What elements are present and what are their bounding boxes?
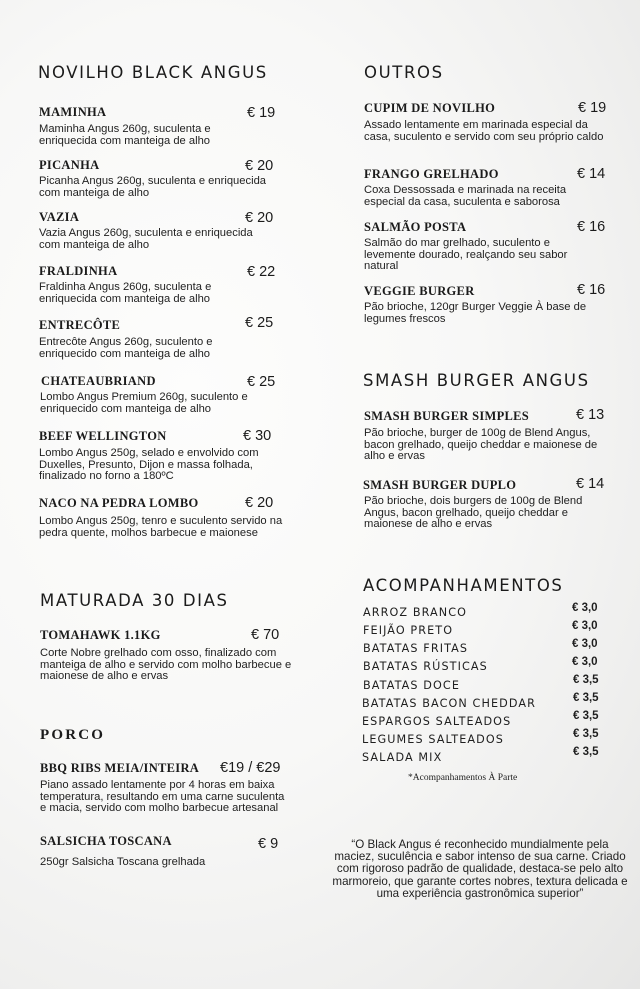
item-desc: Lombo Angus 250g, selado e envolvido com Duxelles, Presunto, Dijon e massa folhada, finalizado no forno a 180ºC <box>39 447 259 483</box>
item-desc: Picanha Angus 260g, suculenta e enriquecida com manteiga de alho <box>39 175 267 199</box>
side-price: € 3,0 <box>572 638 598 650</box>
side-name: BATATAS DOCE <box>363 679 460 692</box>
item-name: MAMINHA <box>39 105 107 119</box>
side-price: € 3,0 <box>572 656 598 668</box>
item-desc: Lombo Angus 250g, tenro e suculento servido na pedra quente, molhos barbecue e maionese <box>39 515 283 539</box>
item-name: TOMAHAWK 1.1KG <box>40 628 161 642</box>
side-name: ESPARGOS SALTEADOS <box>362 715 512 728</box>
section-title-maturada: MATURADA 30 DIAS <box>40 591 229 610</box>
item-price: € 22 <box>247 264 276 280</box>
item-name: VEGGIE BURGER <box>364 284 475 298</box>
item-name: FRANGO GRELHADO <box>364 167 499 181</box>
item-price: € 20 <box>245 495 274 511</box>
item-desc: Maminha Angus 260g, suculenta e enriquecida com manteiga de alho <box>39 123 211 147</box>
item-name: SMASH BURGER SIMPLES <box>364 409 530 423</box>
section-title-smash: SMASH BURGER ANGUS <box>363 371 590 390</box>
item-price: € 25 <box>245 315 274 331</box>
item-price: € 14 <box>577 166 606 182</box>
side-price: € 3,0 <box>572 620 598 632</box>
item-price: € 19 <box>247 105 276 121</box>
side-price: € 3,5 <box>573 674 599 686</box>
side-name: LEGUMES SALTEADOS <box>362 733 504 746</box>
item-desc: Vazia Angus 260g, suculenta e enriquecida com manteiga de alho <box>39 227 253 251</box>
item-desc: Lombo Angus Premium 260g, suculento e enriquecido com manteiga de alho <box>40 391 248 415</box>
side-price: € 3,0 <box>572 602 598 614</box>
item-desc: Fraldinha Angus 260g, suculenta e enriquecida com manteiga de alho <box>39 281 212 305</box>
item-name: NACO NA PEDRA LOMBO <box>39 496 199 510</box>
section-title-novilho: NOVILHO BLACK ANGUS <box>38 63 268 82</box>
section-title-outros: OUTROS <box>364 63 444 82</box>
item-desc: Salmão do mar grelhado, suculento e levemente dourado, realçando seu sabor natural <box>364 237 568 273</box>
side-name: ARROZ BRANCO <box>363 606 468 619</box>
side-name: BATATAS BACON CHEDDAR <box>362 697 537 710</box>
item-desc: Corte Nobre grelhado com osso, finalizado com manteiga de alho e servido com molho barbecue e maionese de alho e ervas <box>40 647 292 683</box>
item-price: € 9 <box>258 836 279 852</box>
item-price: € 13 <box>576 407 605 423</box>
item-price: € 14 <box>576 476 605 492</box>
item-name: CHATEAUBRIAND <box>41 374 156 388</box>
item-desc: Assado lentamente em marinada especial da casa, suculento e servido com seu próprio caldo <box>364 119 604 143</box>
side-price: € 3,5 <box>573 692 599 704</box>
item-name: SALSICHA TOSCANA <box>40 834 172 848</box>
item-desc: Pão brioche, 120gr Burger Veggie À base de legumes frescos <box>364 301 587 325</box>
item-name: SMASH BURGER DUPLO <box>363 478 517 492</box>
section-title-porco: PORCO <box>40 727 106 743</box>
acompanhamentos-note: *Acompanhamentos À Parte <box>408 773 518 783</box>
item-name: PICANHA <box>39 158 100 172</box>
side-name: BATATAS FRITAS <box>363 642 469 655</box>
item-price: € 70 <box>251 627 280 643</box>
item-price: €19 / €29 <box>220 760 281 776</box>
item-price: € 16 <box>577 282 606 298</box>
side-name: FEIJÃO PRETO <box>363 624 454 637</box>
side-price: € 3,5 <box>573 728 599 740</box>
side-name: BATATAS RÚSTICAS <box>363 660 488 673</box>
item-desc: Entrecôte Angus 260g, suculento e enriquecido com manteiga de alho <box>39 336 213 360</box>
item-price: € 25 <box>247 374 276 390</box>
item-name: BEEF WELLINGTON <box>39 429 167 443</box>
side-name: SALADA MIX <box>362 751 443 764</box>
item-price: € 30 <box>243 428 272 444</box>
item-name: SALMÃO POSTA <box>364 220 467 234</box>
item-desc: Coxa Dessossada e marinada na receita especial da casa, suculenta e saborosa <box>364 184 567 208</box>
side-price: € 3,5 <box>573 746 599 758</box>
side-price: € 3,5 <box>573 710 599 722</box>
item-name: ENTRECÔTE <box>39 318 121 332</box>
item-desc: Pão brioche, burger de 100g de Blend Angus, bacon grelhado, queijo cheddar e maionese de alho e ervas <box>364 427 598 463</box>
item-desc: 250gr Salsicha Toscana grelhada <box>40 856 206 868</box>
item-price: € 16 <box>577 219 606 235</box>
item-desc: Pão brioche, dois burgers de 100g de Blend Angus, bacon grelhado, queijo cheddar e maionese de alho e ervas <box>364 495 583 531</box>
section-title-acompanhamentos: ACOMPANHAMENTOS <box>363 576 564 595</box>
item-name: BBQ RIBS MEIA/INTEIRA <box>40 761 200 775</box>
item-name: FRALDINHA <box>39 264 118 278</box>
item-price: € 20 <box>245 210 274 226</box>
item-price: € 19 <box>578 100 607 116</box>
item-price: € 20 <box>245 158 274 174</box>
black-angus-quote: “O Black Angus é reconhecido mundialmente pela maciez, suculência e sabor intenso de sua carne. Criado com rigoroso padrão de qualidade, destaca-se pelo alto marmoreio, que garante cortes nobres, textura delicada e uma experiência gastronômica superior” <box>332 838 628 900</box>
item-name: VAZIA <box>39 210 80 224</box>
item-desc: Piano assado lentamente por 4 horas em baixa temperatura, resultando em uma carne suculenta e macia, servido com molho barbecue artesanal <box>40 779 285 815</box>
item-name: CUPIM DE NOVILHO <box>364 101 496 115</box>
